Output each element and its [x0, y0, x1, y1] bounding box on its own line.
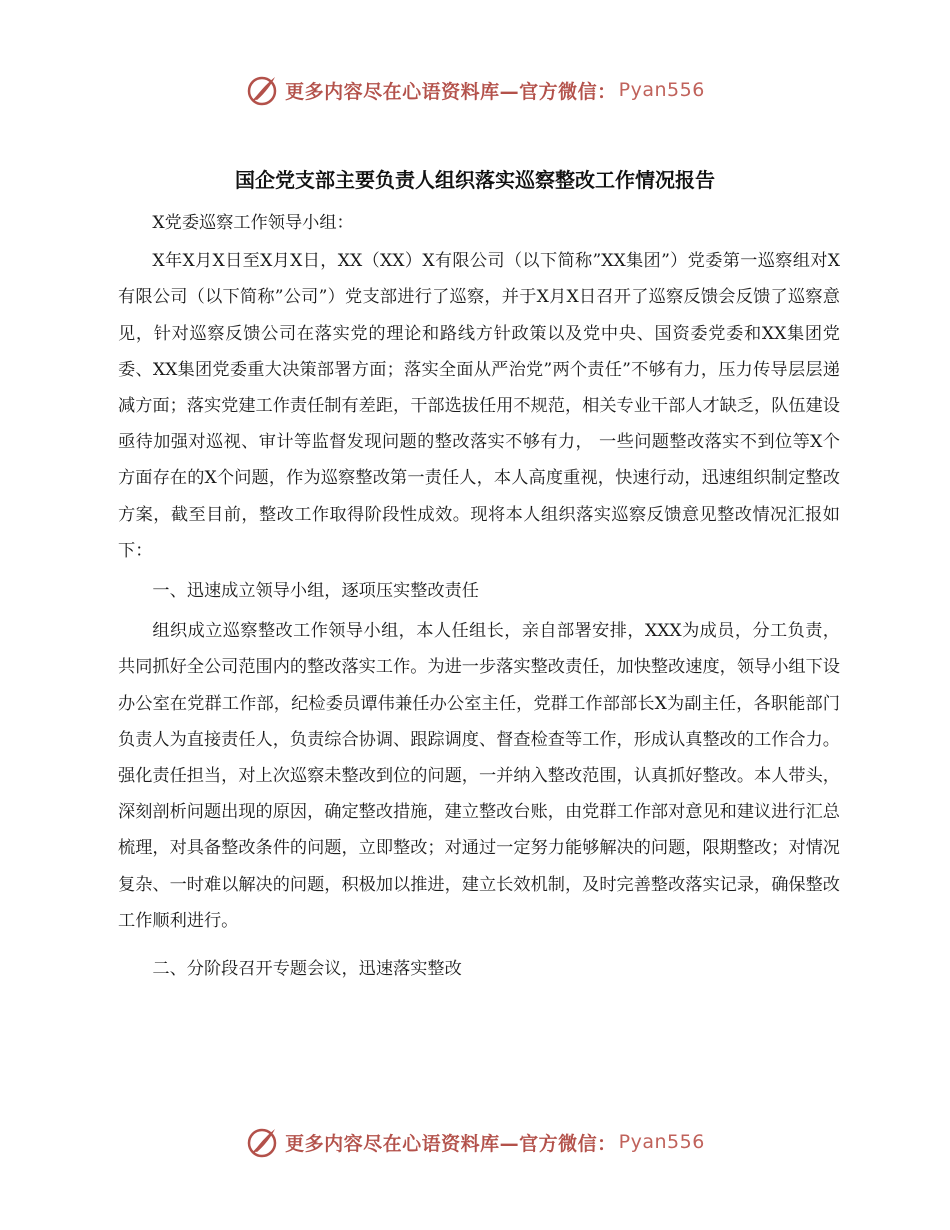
watermark-wechat-id: Pyan556	[618, 1131, 705, 1153]
salutation: X党委巡察工作领导小组：	[152, 213, 354, 233]
document-body	[118, 205, 840, 991]
watermark-text: 更多内容尽在心语资料库—官方微信：	[285, 80, 617, 103]
section-1-heading: 一、迅速成立领导小组，逐项压实整改责任	[152, 581, 479, 602]
section-2-heading: 二、分阶段召开专题会议，迅速落实整改	[152, 959, 462, 980]
section-1-paragraph: 组织成立巡察整改工作领导小组，本人任组长，亲自部署安排，XXX为成员，分工负责，共同抓好全公司范围内的整改落实工作。为进一步落实整改责任，加快整改速度，领导小组下设办公室在党群工作部，纪检委员谭伟兼任办公室主任，党群工作部部长X为副主任，各职能部门负责人为直接责任人，负责综合协调、跟踪调度、督查检查等工作，形成认真整改的工作合力。强化责任担当，对上次巡察未整改到位的问题，一并纳入整改范围，认真抓好整改。本人带头，深刻剖析问题出现的原因，确定整改措施，建立整改台账，由党群工作部对意见和建议进行汇总梳理，对具备整改条件的问题，立即整改；对通过一定努力能够解决的问题，限期整改；对情况复杂、一时难以解决的问题，积极加以推进，建立长效机制，及时完善整改落实记录，确保整改工作顺利进行。	[118, 621, 840, 931]
watermark-text: 更多内容尽在心语资料库—官方微信：	[285, 1132, 617, 1155]
watermark-banner-top	[0, 70, 950, 110]
watermark-banner-bottom	[0, 1122, 950, 1162]
quill-pen-logo-icon	[245, 1125, 279, 1159]
document-title: 国企党支部主要负责人组织落实巡察整改工作情况报告	[235, 168, 715, 192]
quill-pen-logo-icon	[245, 73, 279, 107]
watermark-wechat-id: Pyan556	[618, 79, 705, 101]
intro-paragraph: X年X月X日至X月X日，XX（XX）X有限公司（以下简称”XX集团”）党委第一巡察组对X有限公司（以下简称”公司”）党支部进行了巡察，并于X月X日召开了巡察反馈会反馈了巡察意见，针对巡察反馈公司在落实党的理论和路线方针政策以及党中央、国资委党委和XX集团党委、XX集团党委重大决策部署方面；落实全面从严治党”两个责任”不够有力，压力传导层层递减方面；落实党建工作责任制有差距，干部选拔任用不规范，相关专业干部人才缺乏，队伍建设亟待加强对巡视、审计等监督发现问题的整改落实不够有力， 一些问题整改落实不到位等X个方面存在的X个问题，作为巡察整改第一责任人，本人高度重视，快速行动，迅速组织制定整改方案，截至目前，整改工作取得阶段性成效。现将本人组织落实巡察反馈意见整改情况汇报如下：	[118, 251, 840, 561]
